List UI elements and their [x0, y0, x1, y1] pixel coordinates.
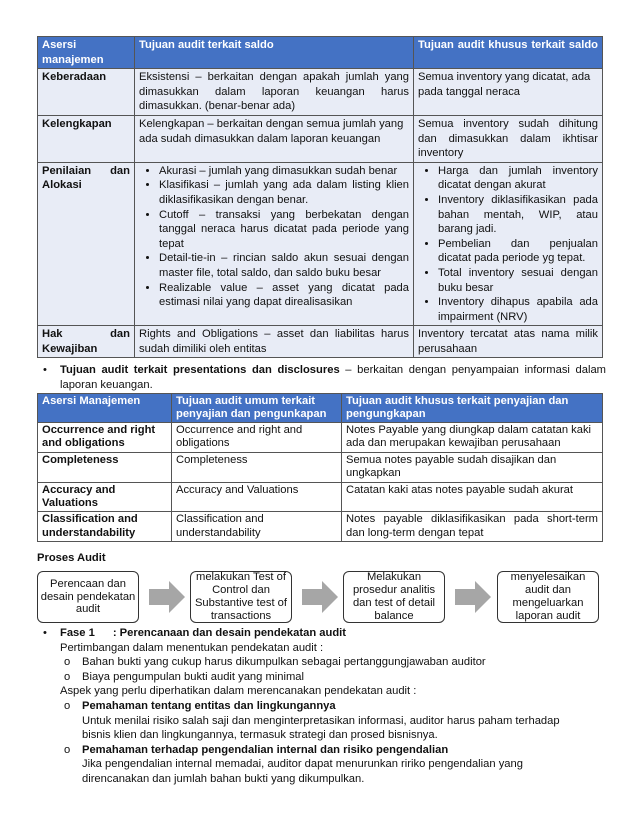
- aspect-text: direncanakan dan jumlah bahan bukti yang dikumpulkan.: [82, 772, 365, 785]
- umum-cell: Occurrence and right and obligations: [172, 423, 342, 453]
- presentation-objectives-table: [37, 393, 603, 542]
- process-step-2: [190, 571, 292, 623]
- asersi-cell: Completeness: [38, 452, 172, 482]
- asersi-cell: Accuracy and Valuations: [38, 482, 172, 512]
- process-step-label: menyelesaikan audit dan mengeluarkan laporan audit: [510, 571, 586, 622]
- fase-label: Fase 1: [60, 627, 95, 639]
- list-item: • Inventory diklasifikasikan pada bahan mentah, WIP, atau barang jadi.: [438, 193, 598, 237]
- arrow-right-icon: [302, 581, 338, 613]
- asersi-cell: Occurrence and right and obligations: [38, 423, 172, 453]
- khusus-cell: Notes Payable yang diungkap dalam catatan kaki ada dan merupakan kewajiban perusahaan: [342, 423, 603, 453]
- aspect-text: Untuk menilai risiko salah saji dan menginterpretasikan informasi, auditor harus paham terhadap: [82, 714, 560, 727]
- tujuan-cell: [135, 162, 414, 326]
- col-header-asersi: Asersi manajemen: [38, 37, 135, 69]
- umum-cell: Accuracy and Valuations: [172, 482, 342, 512]
- col-header-tujuan-saldo: Tujuan audit terkait saldo: [135, 37, 414, 69]
- asersi-cell: Hak dan Kewajiban: [38, 326, 135, 358]
- list-item: o Bahan bukti yang cukup harus dikumpulkan sebagai pertanggungjawaban auditor: [64, 656, 486, 669]
- khusus-list: [418, 164, 598, 325]
- aspect-text: bisnis klien dan lingkungannya, termasuk strategi dan prosed bisnisnya.: [82, 729, 438, 742]
- table-row: [38, 423, 603, 453]
- table-row: [38, 162, 603, 326]
- presentation-lead: Tujuan audit terkait presentations dan disclosures: [60, 364, 340, 376]
- khusus-cell: [414, 162, 603, 326]
- table-row: [38, 512, 603, 542]
- aspect-heading: o Pemahaman tentang entitas dan lingkungannya: [64, 699, 336, 712]
- process-step-label: melakukan Test of Control dan Substantive test of transactions: [194, 571, 288, 622]
- khusus-cell: Catatan kaki atas notes payable sudah akurat: [342, 482, 603, 512]
- khusus-cell: Notes payable diklasifikasikan pada short-term dan long-term dengan tepat: [342, 512, 603, 542]
- tujuan-cell: Kelengkapan – berkaitan dengan semua jumlah yang ada sudah dimasukkan dalam laporan keuangan: [135, 115, 414, 162]
- list-item: • Akurasi – jumlah yang dimasukkan sudah benar: [159, 164, 409, 179]
- presentation-bullet: [40, 363, 606, 392]
- process-step-label: Melakukan prosedur analitis dan test of detail balance: [352, 571, 436, 622]
- asersi-cell: Penilaian dan Alokasi: [38, 162, 135, 326]
- fase-section: [40, 626, 610, 787]
- col-header-tujuan-umum: Tujuan audit umum terkait penyajian dan pengunkapan: [172, 394, 342, 423]
- fase-text: Aspek yang perlu diperhatikan dalam merencanakan pendekatan audit :: [60, 685, 417, 698]
- khusus-cell: Inventory tercatat atas nama milik perusahaan: [414, 326, 603, 358]
- list-item: o Biaya pengumpulan bukti audit yang minimal: [64, 670, 305, 683]
- list-item: • Realizable value – asset yang dicatat pada estimasi nilai yang dapat direalisasikan: [159, 281, 409, 310]
- asersi-cell: Classification and understandability: [38, 512, 172, 542]
- table-row: [38, 482, 603, 512]
- aspect-text: Jika pengendalian internal memadai, auditor dapat menurunkan ririko pengendalian yang: [82, 758, 523, 771]
- tujuan-cell: Eksistensi – berkaitan dengan apakah jumlah yang dimasukkan dalam laporan keuangan harus dimasukkan. (benar-benar ada): [135, 69, 414, 116]
- arrow-shape: [302, 581, 338, 613]
- arrow-shape: [455, 581, 491, 613]
- table-row: [38, 69, 603, 116]
- table-header-row: [38, 394, 603, 423]
- arrow-right-icon: [455, 581, 491, 613]
- saldo-objectives-table: [37, 36, 603, 358]
- fase-text: Pertimbangan dalam menentukan pendekatan audit :: [60, 641, 324, 654]
- process-step-3: [343, 571, 445, 623]
- arrow-right-icon: [149, 581, 185, 613]
- khusus-cell: Semua notes payable sudah disajikan dan ungkapkan: [342, 452, 603, 482]
- tujuan-list: [139, 164, 409, 310]
- arrow-shape: [149, 581, 185, 613]
- list-item: • Inventory dihapus apabila ada impairment (NRV): [438, 295, 598, 324]
- col-header-asersi: Asersi Manajemen: [38, 394, 172, 423]
- process-step-label: Perencaan dan desain pendekatan audit: [40, 577, 136, 616]
- table-row: [38, 115, 603, 162]
- fase-heading: [40, 626, 610, 641]
- asersi-cell: Kelengkapan: [38, 115, 135, 162]
- table-row: [38, 326, 603, 358]
- list-item: • Pembelian dan penjualan dicatat pada periode yg tepat.: [438, 237, 598, 266]
- list-item: • Detail-tie-in – rincian saldo akun sesuai dengan master file, total saldo, dan saldo buku besar: [159, 251, 409, 280]
- presentation-text: – berkaitan dengan penyampaian informasi dalam laporan keuangan.: [60, 364, 606, 391]
- table-header-row: [38, 37, 603, 69]
- aspect-heading: o Pemahaman terhadap pengendalian internal dan risiko pengendalian: [64, 743, 449, 756]
- list-item: • Total inventory sesuai dengan buku besar: [438, 266, 598, 295]
- fase-title: : Perencanaan dan desain pendekatan audit: [112, 627, 346, 639]
- umum-cell: Completeness: [172, 452, 342, 482]
- khusus-cell: Semua inventory sudah dihitung dan dimasukkan dalam ikhtisar inventory: [414, 115, 603, 162]
- proses-audit-title: Proses Audit: [37, 552, 106, 564]
- asersi-cell: Keberadaan: [38, 69, 135, 116]
- list-item: • Cutoff – transaksi yang berbekatan dengan tanggal neraca harus dicatat pada periode yang tepat: [159, 208, 409, 252]
- khusus-cell: Semua inventory yang dicatat, ada pada tanggal neraca: [414, 69, 603, 116]
- list-item: • Klasifikasi – jumlah yang ada dalam listing klien diklasifikasikan dengan benar.: [159, 178, 409, 207]
- tujuan-cell: Rights and Obligations – asset dan liabilitas harus sudah dimiliki oleh entitas: [135, 326, 414, 358]
- col-header-tujuan-khusus: Tujuan audit khusus terkait penyajian dan pengungkapan: [342, 394, 603, 423]
- table-row: [38, 452, 603, 482]
- col-header-tujuan-khusus: Tujuan audit khusus terkait saldo: [414, 37, 603, 69]
- list-item: • Harga dan jumlah inventory dicatat dengan akurat: [438, 164, 598, 193]
- process-step-4: [497, 571, 599, 623]
- process-step-1: [37, 571, 139, 623]
- umum-cell: Classification and understandability: [172, 512, 342, 542]
